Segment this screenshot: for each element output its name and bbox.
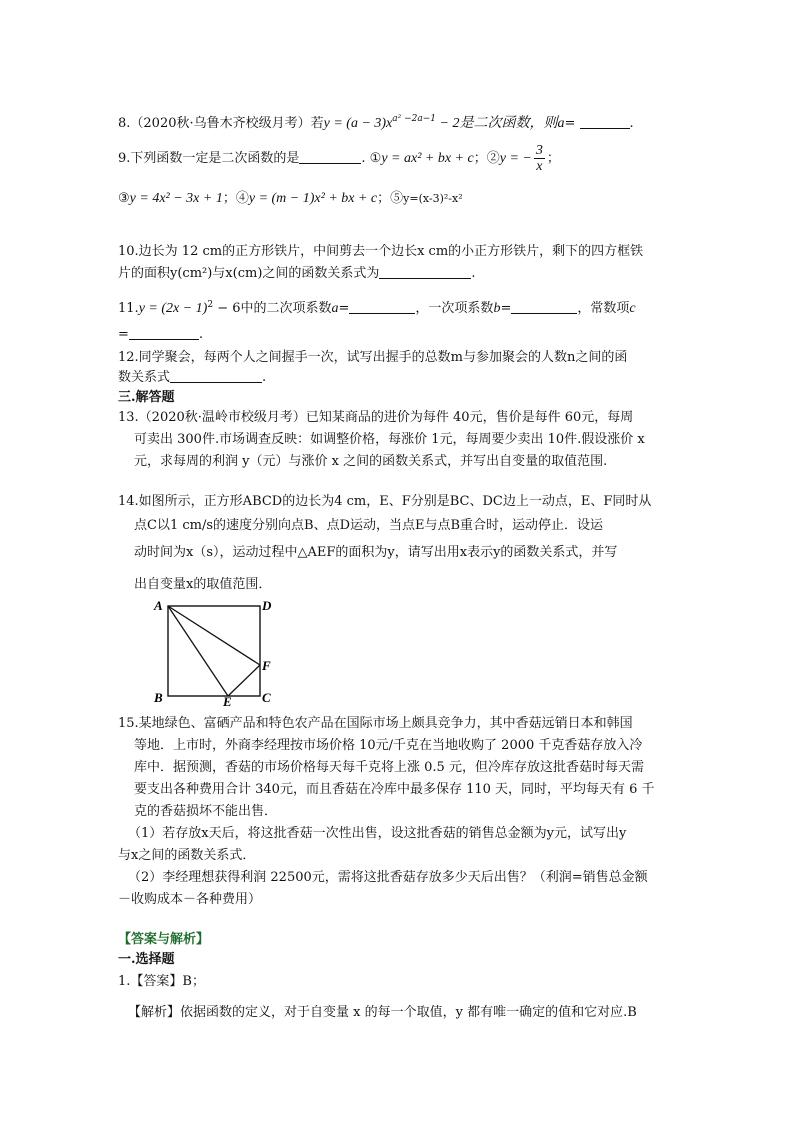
answer-blank-8[interactable] — [580, 115, 630, 129]
question-15-sub1-line-2: 与x之间的函数关系式． — [118, 848, 256, 863]
question-11-line-2: = . — [118, 327, 204, 342]
answer-blank-10[interactable] — [379, 265, 471, 279]
segment-af — [168, 606, 260, 665]
label-a: A — [154, 598, 163, 613]
answer-blank-11a[interactable] — [349, 300, 415, 314]
square-abcd-figure — [148, 598, 278, 706]
question-8: 8.（2020秋·乌鲁木齐校级月考）若$y = (a - 3)x^{a^2 -2a-1} - 2$是二次函数，则a= . — [118, 114, 634, 131]
label-f: F — [262, 658, 271, 673]
segment-ef — [228, 665, 260, 696]
label-c: C — [262, 690, 271, 705]
question-14-line-2: 点C以1 cm/s的速度分别向点B、点D运动，当点E与点B重合时，运动停止．设运 — [134, 518, 604, 533]
answer-1: 1.【答案】B； — [118, 974, 205, 989]
answer-blank-11c[interactable] — [129, 326, 199, 340]
question-12-line-2: 数关系式 . — [118, 370, 267, 385]
answer-blank-9[interactable] — [299, 150, 361, 164]
question-13-line-3: 元，求每周的利润 y（元）与涨价 x 之间的函数关系式，并写出自变量的取值范围. — [134, 454, 608, 469]
question-15-line-4: 要支出各种费用合计 340元，而且香菇在冷库中最多保存 110 天，同时，平均每天有 6 千 — [134, 782, 655, 797]
square-outline — [168, 606, 260, 696]
fraction-3-over-x: $\frac{3}{x}$ — [535, 143, 543, 174]
question-9-line-1: 9.下列函数一定是二次函数的是 . ①y = ax² + bx + c；②y = − $\frac{3}{x}$ ； — [118, 143, 560, 174]
question-15-line-5: 克的香菇损坏不能出售． — [134, 804, 278, 819]
question-14-line-4: 出自变量x的取值范围． — [134, 577, 272, 592]
question-15-line-3: 库中．据预测，香菇的市场价格每天每千克将上涨 0.5 元，但冷库存放这批香菇时每天需 — [134, 760, 644, 775]
answer-blank-11b[interactable] — [511, 300, 577, 314]
section-title-solutions: 三.解答题 — [118, 390, 175, 405]
answer-blank-12[interactable] — [170, 369, 262, 383]
question-15-line-1: 15.某地绿色、富硒产品和特色农产品在国际市场上颇具竞争力，其中香菇远销日本和韩国 — [118, 716, 633, 731]
question-15-line-2: 等地．上市时，外商李经理按市场价格 10元/千克在当地收购了 2000 千克香菇存放入冷 — [134, 738, 643, 753]
segment-ae — [168, 606, 228, 696]
question-13-line-2: 可卖出 300件.市场调查反映：如调整价格，每涨价 1元，每周要少卖出 10件.假设涨价 x — [134, 432, 645, 447]
question-12-line-1: 12.同学聚会，每两个人之间握手一次，试写出握手的总数m与参加聚会的人数n之间的函 — [118, 350, 628, 365]
question-15-sub1-line-1: （1）若存放x天后，将这批香菇一次性出售，设这批香菇的销售总金额为y元，试写出y — [128, 826, 627, 841]
question-15-sub2-line-1: （2）李经理想获得利润 22500元，需将这批香菇存放多少天后出售？（利润=销售总金额 — [128, 870, 648, 885]
label-b: B — [154, 690, 163, 705]
answer-1-analysis: 【解析】依据函数的定义，对于自变量 x 的每一个取值，y 都有唯一确定的值和它对应.B — [128, 1005, 637, 1020]
answers-title: 【答案与解析】 — [118, 932, 210, 947]
question-14-line-3: 动时间为x（s），运动过程中△AEF的面积为y，请写出用x表示y的函数关系式，并写 — [134, 545, 618, 560]
label-e: E — [223, 694, 232, 706]
question-15-sub2-line-2: －收购成本－各种费用） — [118, 892, 262, 907]
question-10-line-2: 片的面积y(cm²)与x(cm)之间的函数关系式为 . — [118, 266, 476, 281]
question-14-line-1: 14.如图所示，正方形ABCD的边长为4 cm，E、F分别是BC、DC边上一动点，E、F同时从 — [118, 494, 652, 509]
label-d: D — [262, 598, 272, 613]
answers-section-1: 一.选择题 — [118, 952, 175, 967]
question-13-line-1: 13.（2020秋·温岭市校级月考）已知某商品的进价为每件 40元，售价是每件 60元，每周 — [118, 410, 634, 425]
question-11-line-1: $11.y = (2x - 1)^2 - 6$中的二次项系数a= ，一次项系数b= ，常数项c — [118, 300, 636, 316]
question-10-line-1: 10.边长为 12 cm的正方形铁片，中间剪去一个边长x cm的小正方形铁片，剩下的四方框铁 — [118, 244, 644, 259]
question-9-line-2: ③y = 4x² − 3x + 1；④y = (m − 1)x² + bx + c；⑤y=(x-3)²-x² — [118, 191, 463, 206]
